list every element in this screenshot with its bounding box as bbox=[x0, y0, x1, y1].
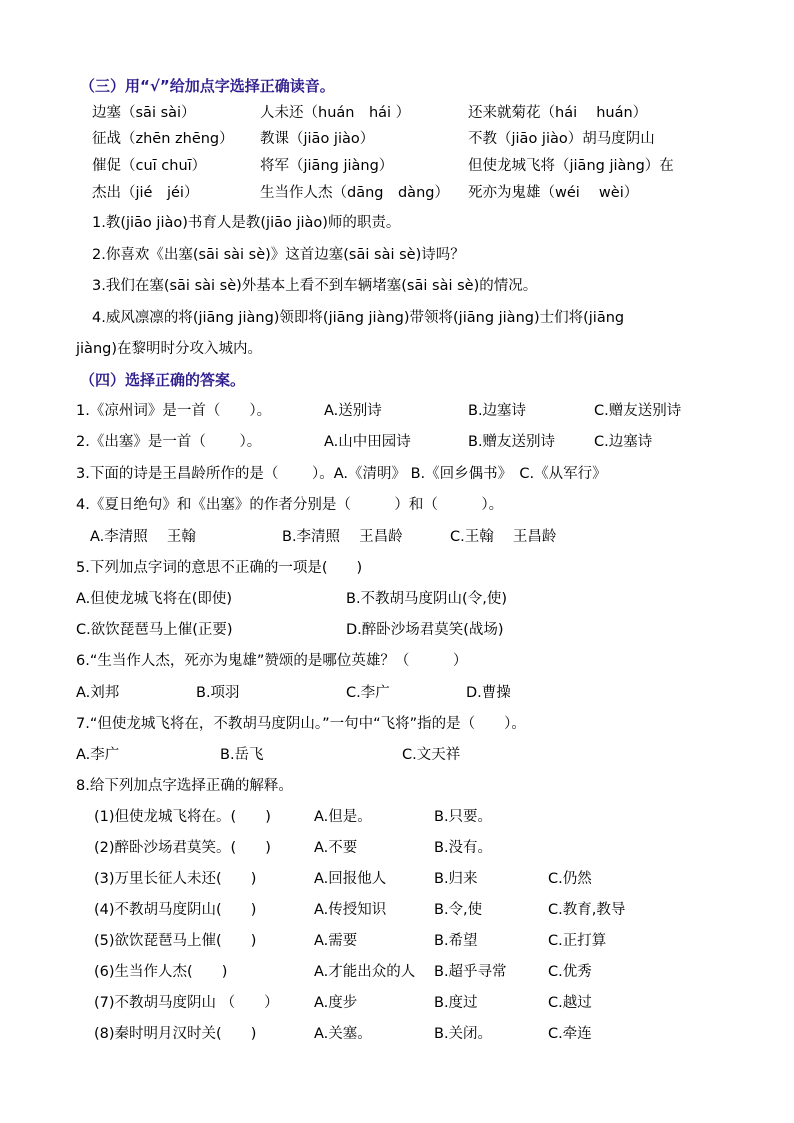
pinyin-item: 将军（jiāng jiàng） bbox=[260, 158, 394, 174]
option-a: A.但使龙城飞将在(即使) bbox=[76, 591, 233, 607]
q8-item-text: (4)不教胡马度阴山( ) bbox=[94, 902, 257, 918]
question-6-stem: 6.“生当作人杰，死亦为鬼雄”赞颂的是哪位英雄？（ ） bbox=[76, 653, 468, 669]
q8-item bbox=[94, 993, 714, 1013]
option-c: C.仍然 bbox=[548, 871, 592, 887]
option-c: C.越过 bbox=[548, 995, 592, 1011]
question-6-options bbox=[76, 683, 676, 703]
option-b: B.令,使 bbox=[434, 902, 483, 918]
q8-item-text: (3)万里长征人未还( ) bbox=[94, 871, 257, 887]
pinyin-item: 杰出（jié jéi） bbox=[92, 185, 199, 201]
q8-item-text: (5)欲饮琵琶马上催( ) bbox=[94, 933, 257, 949]
option-a: A.李广 bbox=[76, 747, 120, 763]
question-7-stem: 7.“但使龙城飞将在，不教胡马度阴山。”一句中“飞将”指的是（ ）。 bbox=[76, 716, 526, 732]
option-c: C.边塞诗 bbox=[594, 434, 653, 450]
pinyin-sentence: 1.教(jiāo jiào)书育人是教(jiāo jiào)师的职责。 bbox=[92, 215, 401, 231]
option-c: C.牵连 bbox=[548, 1026, 592, 1042]
option-b: B.边塞诗 bbox=[468, 403, 527, 419]
option-b: B.赠友送别诗 bbox=[468, 434, 556, 450]
q8-item bbox=[94, 900, 714, 920]
option-b: B.项羽 bbox=[196, 685, 240, 701]
pinyin-sentence: 4.威风凛凛的将(jiāng jiàng)领即将(jiāng jiàng)带领将(jiāng jiàng)士们将(jiāng bbox=[92, 310, 625, 326]
q8-item bbox=[94, 931, 714, 951]
question-1 bbox=[76, 401, 716, 421]
pinyin-item: 人未还（huán hái ） bbox=[260, 105, 411, 121]
option-c: C.教育,教导 bbox=[548, 902, 626, 918]
pinyin-sentence-continued: jiàng)在黎明时分攻入城内。 bbox=[76, 341, 262, 357]
pinyin-item: 征战（zhēn zhēng） bbox=[92, 131, 234, 147]
option-a: A.传授知识 bbox=[314, 902, 387, 918]
question-5-options-row2 bbox=[76, 620, 676, 640]
section4-title: （四）选择正确的答案。 bbox=[80, 371, 246, 389]
q8-item-text: (1)但使龙城飞将在。( ) bbox=[94, 809, 271, 825]
pinyin-row-4 bbox=[92, 183, 712, 203]
pinyin-row-1 bbox=[92, 103, 712, 123]
option-b: B.希望 bbox=[434, 933, 478, 949]
pinyin-item: 还来就菊花（hái huán） bbox=[468, 105, 648, 121]
option-b: B.没有。 bbox=[434, 840, 493, 856]
option-c: C.欲饮琵琶马上催(正要) bbox=[76, 622, 233, 638]
pinyin-item: 教课（jiāo jiào） bbox=[260, 131, 375, 147]
option-c: C.优秀 bbox=[548, 964, 592, 980]
question-2 bbox=[76, 432, 716, 452]
option-d: D.曹操 bbox=[466, 685, 511, 701]
question-4-stem: 4.《夏日绝句》和《出塞》的作者分别是（ ）和（ ）。 bbox=[76, 497, 504, 513]
question-stem: 2.《出塞》是一首（ ）。 bbox=[76, 434, 262, 450]
pinyin-sentence: 3.我们在塞(sāi sài sè)外基本上看不到车辆堵塞(sāi sài sè)的情况。 bbox=[92, 278, 538, 294]
option-c: C.文天祥 bbox=[402, 747, 461, 763]
pinyin-row-2 bbox=[92, 129, 712, 149]
question-4-options bbox=[90, 527, 690, 547]
option-b: B.关闭。 bbox=[434, 1026, 493, 1042]
option-a: A.关塞。 bbox=[314, 1026, 372, 1042]
q8-item bbox=[94, 807, 714, 827]
q8-item-text: (8)秦时明月汉时关( ) bbox=[94, 1026, 257, 1042]
option-b: B.归来 bbox=[434, 871, 478, 887]
section3-title: （三）用“√”给加点字选择正确读音。 bbox=[80, 77, 335, 95]
option-a: A.李清照 王翰 bbox=[90, 529, 196, 545]
q8-item-text: (6)生当作人杰( ) bbox=[94, 964, 228, 980]
pinyin-item: 死亦为鬼雄（wéi wèi） bbox=[468, 185, 639, 201]
option-b: B.岳飞 bbox=[220, 747, 264, 763]
option-a: A.不要 bbox=[314, 840, 358, 856]
option-b: B.李清照 王昌龄 bbox=[282, 529, 403, 545]
option-a: A.刘邦 bbox=[76, 685, 120, 701]
q8-item-text: (7)不教胡马度阴山 （ ） bbox=[94, 995, 279, 1011]
option-a: A.需要 bbox=[314, 933, 358, 949]
q8-item bbox=[94, 962, 714, 982]
q8-item bbox=[94, 1024, 714, 1044]
question-3: 3.下面的诗是王昌龄所作的是（ ）。A.《清明》 B.《回乡偶书》 C.《从军行》 bbox=[76, 466, 607, 482]
option-b: B.只要。 bbox=[434, 809, 493, 825]
q8-item-text: (2)醉卧沙场君莫笑。( ) bbox=[94, 840, 271, 856]
option-c: C.王翰 王昌龄 bbox=[450, 529, 557, 545]
option-a: A.才能出众的人 bbox=[314, 964, 416, 980]
option-a: A.但是。 bbox=[314, 809, 372, 825]
question-stem: 1.《凉州词》是一首（ ）。 bbox=[76, 403, 272, 419]
q8-item bbox=[94, 869, 714, 889]
option-b: B.度过 bbox=[434, 995, 478, 1011]
option-c: C.正打算 bbox=[548, 933, 607, 949]
pinyin-item: 催促（cuī chuī） bbox=[92, 158, 207, 174]
pinyin-sentence: 2.你喜欢《出塞(sāi sài sè)》这首边塞(sāi sài sè)诗吗？ bbox=[92, 247, 465, 263]
pinyin-item: 边塞（sāi sài） bbox=[92, 105, 196, 121]
option-b: B.不教胡马度阴山(令,使) bbox=[346, 591, 507, 607]
question-5-options-row1 bbox=[76, 589, 676, 609]
option-c: C.赠友送别诗 bbox=[594, 403, 682, 419]
question-5-stem: 5.下列加点字词的意思不正确的一项是( ) bbox=[76, 560, 363, 576]
pinyin-item: 生当作人杰（dāng dàng） bbox=[260, 185, 449, 201]
question-8-stem: 8.给下列加点字选择正确的解释。 bbox=[76, 778, 293, 794]
option-a: A.送别诗 bbox=[324, 403, 382, 419]
option-c: C.李广 bbox=[346, 685, 390, 701]
pinyin-item: 不教（jiāo jiào）胡马度阴山 bbox=[468, 131, 655, 147]
pinyin-row-3 bbox=[92, 156, 712, 176]
pinyin-item: 但使龙城飞将（jiāng jiàng）在 bbox=[468, 158, 674, 174]
option-a: A.回报他人 bbox=[314, 871, 387, 887]
option-a: A.山中田园诗 bbox=[324, 434, 411, 450]
option-b: B.超乎寻常 bbox=[434, 964, 507, 980]
question-7-options bbox=[76, 745, 676, 765]
option-a: A.度步 bbox=[314, 995, 358, 1011]
option-d: D.醉卧沙场君莫笑(战场) bbox=[346, 622, 504, 638]
q8-item bbox=[94, 838, 714, 858]
